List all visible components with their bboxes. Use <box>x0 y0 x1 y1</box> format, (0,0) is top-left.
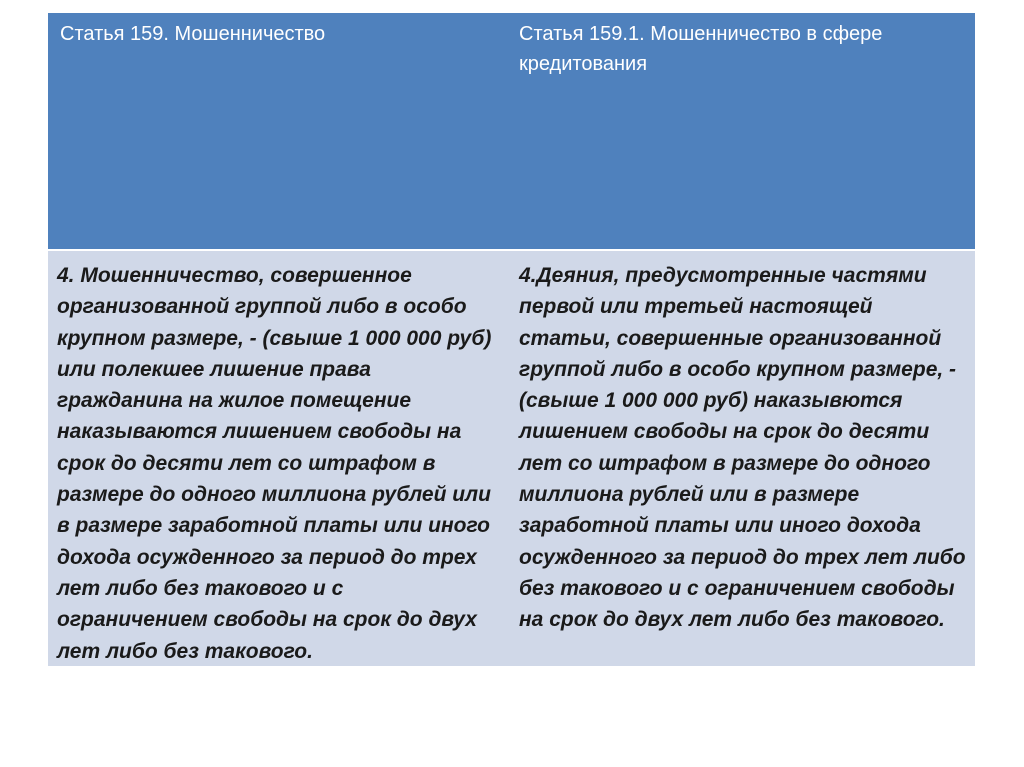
body-cell-article-159-1-part-4: 4.Деяния, предусмотренные частями первой или третьей настоящей статьи, совершенные организованной группой либо в особо крупном размере, - (свыше 1 000 000 руб) наказывются лишением свободы на срок до десяти лет со штрафом в размере до одного миллиона рублей или в размере заработной платы или иного дохода осужденного за период до трех лет либо без такового и с ограничением свободы на срок до двух лет либо без такового. <box>519 264 966 632</box>
header-cell-article-159-1: Статья 159.1. Мошенничество в сфере кредитования <box>519 23 883 75</box>
header-cell-article-159: Статья 159. Мошенничество <box>60 23 326 45</box>
comparison-table <box>48 13 975 666</box>
table-header-row <box>48 13 975 251</box>
body-cell-article-159-part-4: 4. Мошенничество, совершенное организованной группой либо в особо крупном размере, - (свыше 1 000 000 руб) или полекшее лишение права гражданина на жилое помещение наказываются лишением свободы на срок до десяти лет со штрафом в размере до одного миллиона рублей или в размере заработной платы или иного дохода осужденного за период до трех лет либо без такового и с ограничением свободы на срок до двух лет либо без такового. <box>57 264 492 663</box>
table-body-row <box>48 251 975 666</box>
